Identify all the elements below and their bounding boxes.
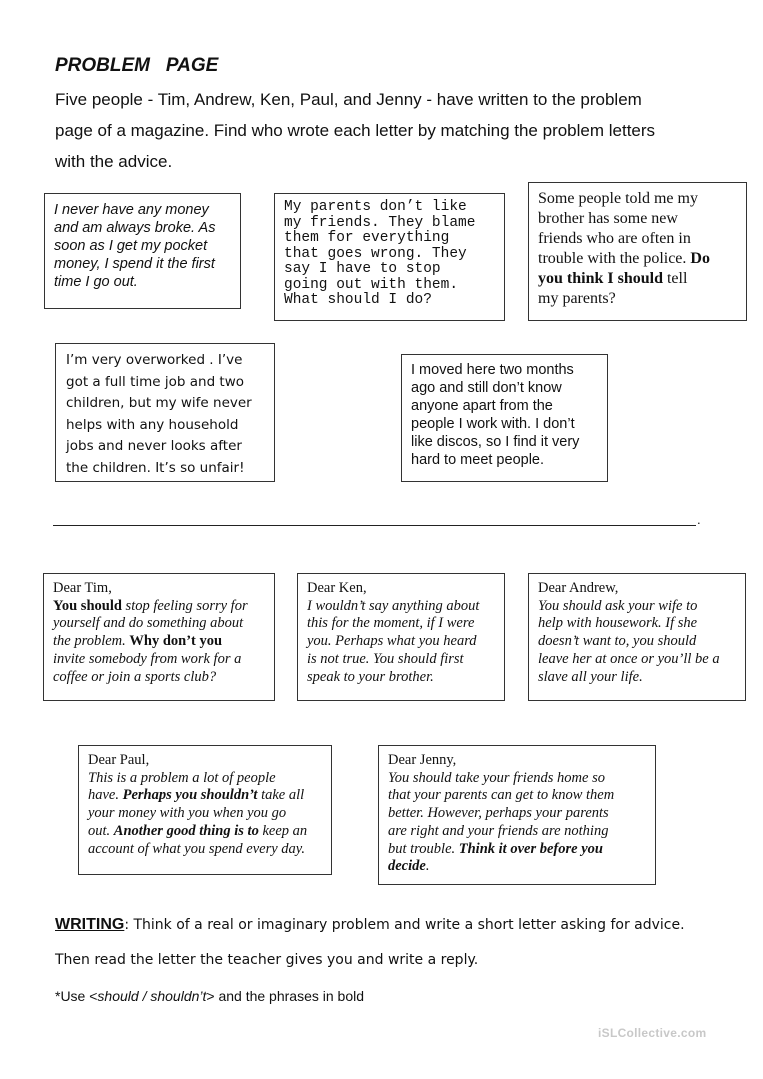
text-line: your money with you when you go [88, 805, 287, 822]
bold-phrase: You should [53, 597, 122, 614]
text-line: money, I spend it the first [54, 256, 215, 272]
text-line: invite somebody from work for a [53, 650, 242, 667]
text-line: My parents don’t like [284, 199, 467, 215]
text-line: You should ask your wife to [538, 597, 698, 614]
text-line: jobs and never looks after [66, 438, 242, 454]
bold-phrase: Do [690, 250, 710, 267]
section-divider [53, 525, 696, 526]
text-fragment: out. [88, 822, 114, 839]
writing-task-line-1 [55, 916, 685, 934]
text-line: my friends. They blame [284, 214, 476, 231]
text-line [538, 249, 746, 269]
text-line [538, 269, 746, 289]
bold-phrase: Another good thing is to [113, 822, 259, 839]
text-line: the children. It’s so unfair! [66, 459, 245, 476]
text-fragment: trouble with the police. [538, 250, 691, 267]
usage-note [55, 988, 364, 1004]
text-line: friends who are often in [538, 230, 691, 247]
text-fragment: . [425, 858, 430, 875]
problem-letter-moved [401, 354, 608, 482]
text-fragment: *Use < [55, 988, 98, 1004]
text-line: brother has some new [538, 210, 678, 227]
text-line: I never have any money [54, 202, 209, 218]
reply-heading: Dear Ken, [307, 580, 367, 596]
text-line [53, 633, 274, 651]
reply-heading: Dear Andrew, [538, 580, 619, 596]
reply-ken [297, 573, 505, 701]
bold-phrase: decide [388, 858, 426, 875]
text-line: account of what you spend every day. [88, 840, 306, 857]
text-fragment: but trouble. [388, 840, 459, 857]
text-line: I’m very overworked . I’ve [66, 352, 243, 368]
text-line: that your parents can get to know them [388, 787, 615, 804]
divider-end-dot: . [697, 512, 701, 527]
text-line [88, 823, 331, 841]
text-line [388, 858, 655, 876]
bold-phrase: Why don’t you [129, 633, 223, 650]
text-line: yourself and do something about [53, 615, 244, 632]
text-line: say I have to stop [284, 261, 441, 277]
intro-line-2: page of a magazine. Find who wrote each letter by matching the problem letters [55, 121, 656, 140]
text-line: leave her at once or you’ll be a [538, 650, 720, 667]
text-line: and am always broke. As [54, 220, 216, 236]
text-line: time I go out. [54, 274, 138, 290]
text-line: them for everything [284, 230, 450, 246]
text-line [88, 787, 331, 805]
intro-line-1: Five people - Tim, Andrew, Ken, Paul, and Jenny - have written to the problem [55, 90, 642, 109]
text-line: This is a problem a lot of people [88, 769, 276, 786]
text-line: hard to meet people. [411, 452, 545, 468]
writing-instruction: : Think of a real or imaginary problem and write a short letter asking for advice. [124, 917, 685, 933]
text-fragment: take all [257, 787, 305, 804]
reply-paul [78, 745, 332, 875]
text-line: coffee or join a sports club? [53, 668, 217, 685]
text-line: slave all your life. [538, 668, 643, 685]
text-line: better. However, perhaps your parents [388, 805, 609, 822]
text-line: ago and still don’t know [411, 380, 562, 396]
text-line: I wouldn’t say anything about [307, 597, 480, 614]
bold-phrase: Think it over before you [458, 840, 603, 857]
text-line: help with housework. If she [538, 615, 698, 632]
reply-heading: Dear Tim, [53, 580, 112, 596]
problem-letter-brother [528, 182, 747, 321]
text-fragment: the problem. [53, 633, 130, 650]
text-fragment: tell [662, 270, 688, 287]
text-line: children, but my wife never [66, 395, 252, 411]
text-fragment: stop feeling sorry for [121, 597, 248, 614]
page-title: PROBLEM PAGE [55, 55, 219, 76]
text-line: I moved here two months [411, 362, 574, 378]
bold-phrase: you think I should [538, 270, 663, 287]
text-line [53, 598, 274, 616]
text-line: soon as I get my pocket [54, 238, 208, 254]
reply-heading: Dear Paul, [88, 752, 150, 768]
text-fragment: have. [88, 787, 123, 804]
text-fragment: > and the phrases in bold [206, 988, 365, 1004]
writing-task-line-2: Then read the letter the teacher gives you and write a reply. [55, 952, 479, 968]
text-fragment: keep an [258, 822, 308, 839]
problem-letter-overworked [55, 343, 275, 482]
text-line: you. Perhaps what you heard [307, 633, 477, 650]
text-line: my parents? [538, 290, 616, 307]
text-line: helps with any household [66, 416, 239, 433]
problem-letter-parents [274, 193, 505, 321]
text-line [388, 841, 655, 859]
writing-label: WRITING [55, 916, 125, 933]
text-line: What should I do? [284, 292, 432, 308]
watermark: iSLCollective.com [598, 1026, 707, 1040]
text-line: this for the moment, if I were [307, 615, 475, 632]
text-line: that goes wrong. They [284, 245, 467, 262]
intro-line-3: with the advice. [55, 152, 173, 171]
text-line: like discos, so I find it very [411, 434, 580, 450]
text-line: Some people told me my [538, 190, 698, 207]
reply-tim [43, 573, 275, 701]
text-line: people I work with. I don’t [411, 416, 575, 432]
text-line: speak to your brother. [307, 668, 434, 685]
reply-jenny [378, 745, 656, 885]
text-line: anyone apart from the [411, 398, 553, 414]
text-line: are right and your friends are nothing [388, 822, 609, 839]
text-line: doesn’t want to, you should [538, 633, 697, 650]
italic-phrase: should / shouldn’t [97, 988, 207, 1004]
text-line: got a full time job and two [66, 373, 245, 390]
problem-letter-money [44, 193, 241, 309]
reply-andrew [528, 573, 746, 701]
bold-phrase: Perhaps you shouldn’t [122, 787, 258, 804]
reply-heading: Dear Jenny, [388, 752, 457, 768]
text-line: going out with them. [284, 276, 459, 293]
text-line: You should take your friends home so [388, 769, 605, 786]
text-line: is not true. You should first [307, 650, 464, 667]
